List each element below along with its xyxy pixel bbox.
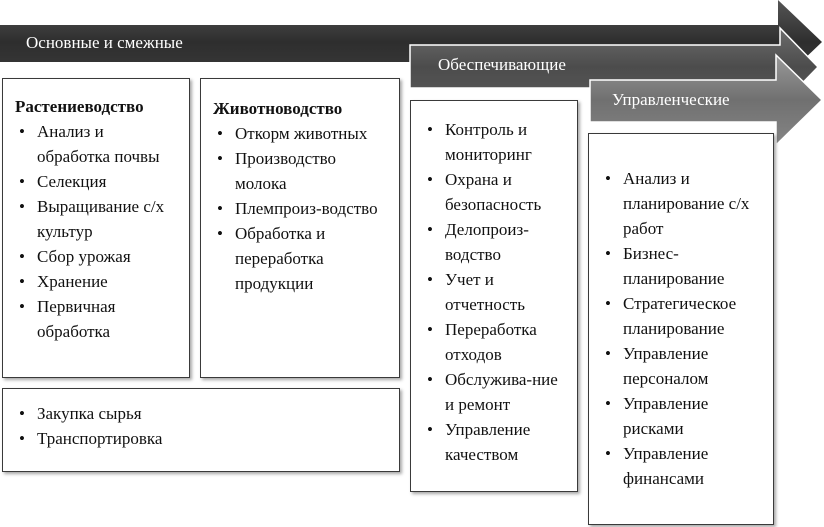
list-item: • Выращивание с/х культур: [15, 194, 181, 244]
crop-production-box: [2, 78, 190, 378]
list-item: • Обработка и переработка продукции: [213, 221, 391, 296]
list-item: • Стратегическое планирование: [601, 291, 767, 341]
common-activities-list: [15, 401, 391, 451]
list-item: • Селекция: [15, 169, 181, 194]
list-item: • Управление финансами: [601, 441, 767, 491]
main-arrow-label: Основные и смежные: [26, 33, 183, 52]
list-item: • Транспортировка: [15, 426, 391, 451]
list-item: • Учет и отчетность: [423, 267, 571, 317]
crop-production-title: Растениеводство: [15, 97, 144, 116]
list-item: • Хранение: [15, 269, 181, 294]
management-box: [588, 133, 774, 525]
list-item: • Откорм животных: [213, 121, 391, 146]
list-item: • Закупка сырья: [15, 401, 391, 426]
list-item: • Первичная обработка: [15, 294, 181, 344]
list-item: • Анализ и обработка почвы: [15, 119, 181, 169]
list-item: • Переработка отходов: [423, 317, 571, 367]
support-box: [410, 100, 578, 492]
livestock-list: [213, 121, 391, 296]
list-item: • Производство молока: [213, 146, 391, 196]
support-arrow-label: Обеспечивающие: [438, 55, 566, 74]
list-item: • Сбор урожая: [15, 244, 181, 269]
list-item: • Управление персоналом: [601, 341, 767, 391]
management-arrow-label: Управленческие: [612, 90, 730, 109]
livestock-box: [200, 78, 400, 378]
list-item: • Делопроиз-водство: [423, 217, 571, 267]
list-item: • Охрана и безопасность: [423, 167, 571, 217]
list-item: • Обслужива-ние и ремонт: [423, 367, 571, 417]
list-item: • Анализ и планирование с/х работ: [601, 166, 767, 241]
livestock-title: Животноводство: [213, 99, 343, 118]
management-list: [601, 166, 767, 491]
common-activities-box: [2, 388, 400, 472]
list-item: • Бизнес-планирование: [601, 241, 767, 291]
list-item: • Контроль и мониторинг: [423, 117, 571, 167]
list-item: • Племпроиз-водство: [213, 196, 391, 221]
list-item: • Управление качеством: [423, 417, 571, 467]
support-list: [423, 117, 571, 467]
list-item: • Управление рисками: [601, 391, 767, 441]
crop-production-list: [15, 119, 181, 344]
